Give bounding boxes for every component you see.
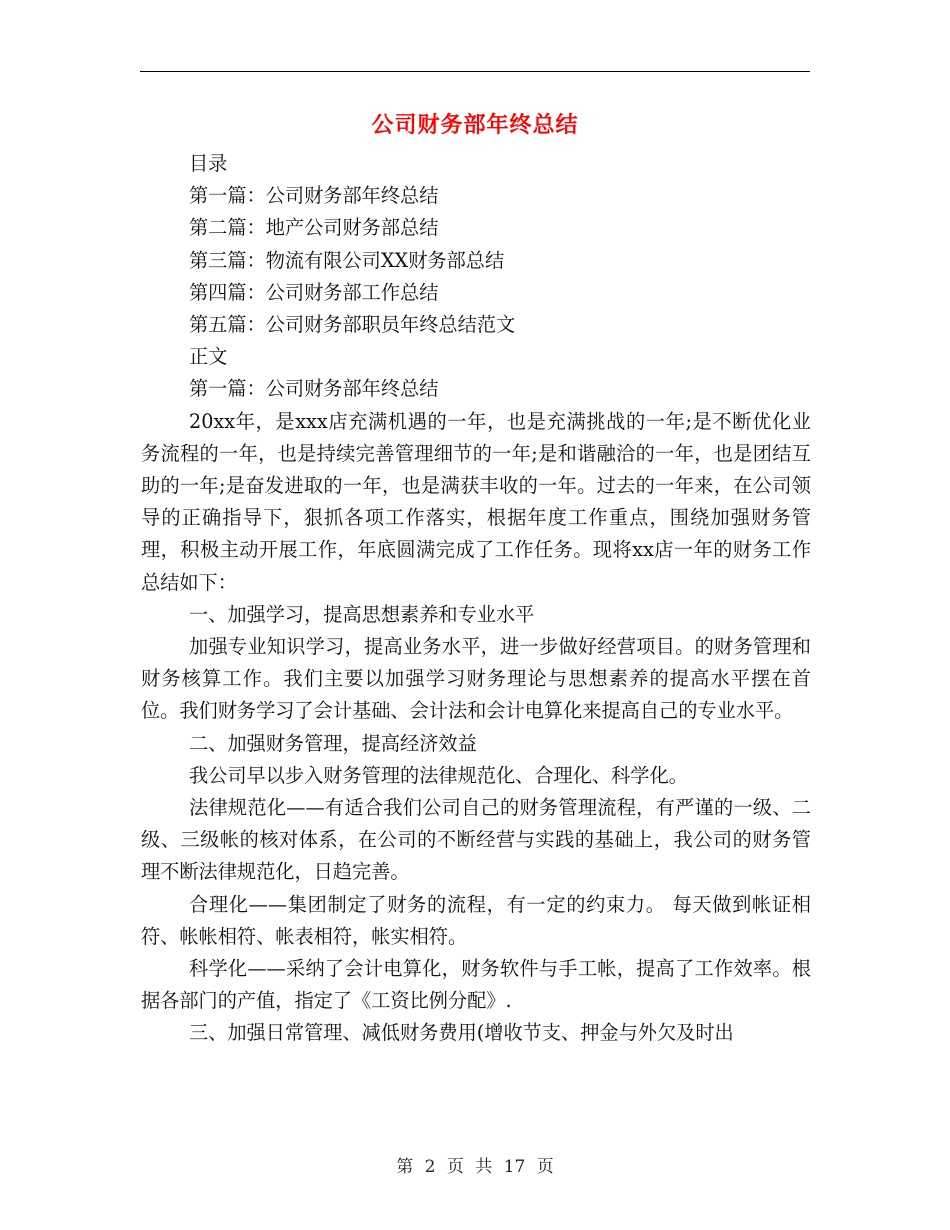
section2-paragraph-3: 合理化——集团制定了财务的流程，有一定的约束力。 每天做到帐证相符、帐帐相符、帐表相符，帐实相符。 (141, 892, 811, 948)
page-number-footer: 第 2 页 共 17 页 (396, 1157, 554, 1177)
toc-item-5: 第五篇：公司财务部职员年终总结范文 (189, 312, 516, 336)
section-heading-1: 一、加强学习，提高思想素养和专业水平 (189, 602, 535, 626)
section1-paragraph: 加强专业知识学习，提高业务水平，进一步做好经营项目。的财务管理和财务核算工作。我们主要以加强学习财务理论与思想素养的提高水平摆在首位。我们财务学习了会计基础、会计法和会计电算化来提高自己的专业水平。 (141, 634, 811, 723)
toc-item-4: 第四篇：公司财务部工作总结 (189, 280, 439, 304)
section2-paragraph-2: 法律规范化——有适合我们公司自己的财务管理流程，有严谨的一级、二级、三级帐的核对体系，在公司的不断经营与实践的基础上，我公司的财务管理不断法律规范化，日趋完善。 (141, 795, 811, 884)
toc-item-1: 第一篇：公司财务部年终总结 (189, 184, 439, 208)
intro-paragraph: 20xx年，是xxx店充满机遇的一年，也是充满挑战的一年;是不断优化业务流程的一年，也是持续完善管理细节的一年;是和谐融洽的一年，也是团结互助的一年;是奋发进取的一年，也是满获丰收的一年。过去的一年来，在公司领导的正确指导下，狠抓各项工作落实，根据年度工作重点，围绕加强财务管理，积极主动开展工作，年底圆满完成了工作任务。现将xx店一年的财务工作总结如下： (141, 409, 811, 594)
document-title: 公司财务部年终总结 (371, 112, 579, 138)
toc-heading: 目录 (189, 152, 228, 175)
section2-paragraph-1: 我公司早以步入财务管理的法律规范化、合理化、科学化。 (189, 763, 688, 787)
document-body (141, 148, 811, 1050)
toc-item-2: 第二篇：地产公司财务部总结 (189, 216, 439, 240)
body-heading: 正文 (189, 345, 228, 369)
section-heading-2: 二、加强财务管理，提高经济效益 (189, 731, 477, 755)
section-heading-3: 三、加强日常管理、减低财务费用(增收节支、押金与外欠及时出 (189, 1021, 734, 1045)
toc-item-3: 第三篇：物流有限公司XX财务部总结 (189, 248, 505, 272)
chapter-title: 第一篇：公司财务部年终总结 (189, 377, 439, 401)
section2-paragraph-4: 科学化——采纳了会计电算化，财务软件与手工帐，提高了工作效率。根据各部门的产值，指定了《工资比例分配》. (141, 956, 811, 1013)
header-rule (140, 71, 810, 72)
